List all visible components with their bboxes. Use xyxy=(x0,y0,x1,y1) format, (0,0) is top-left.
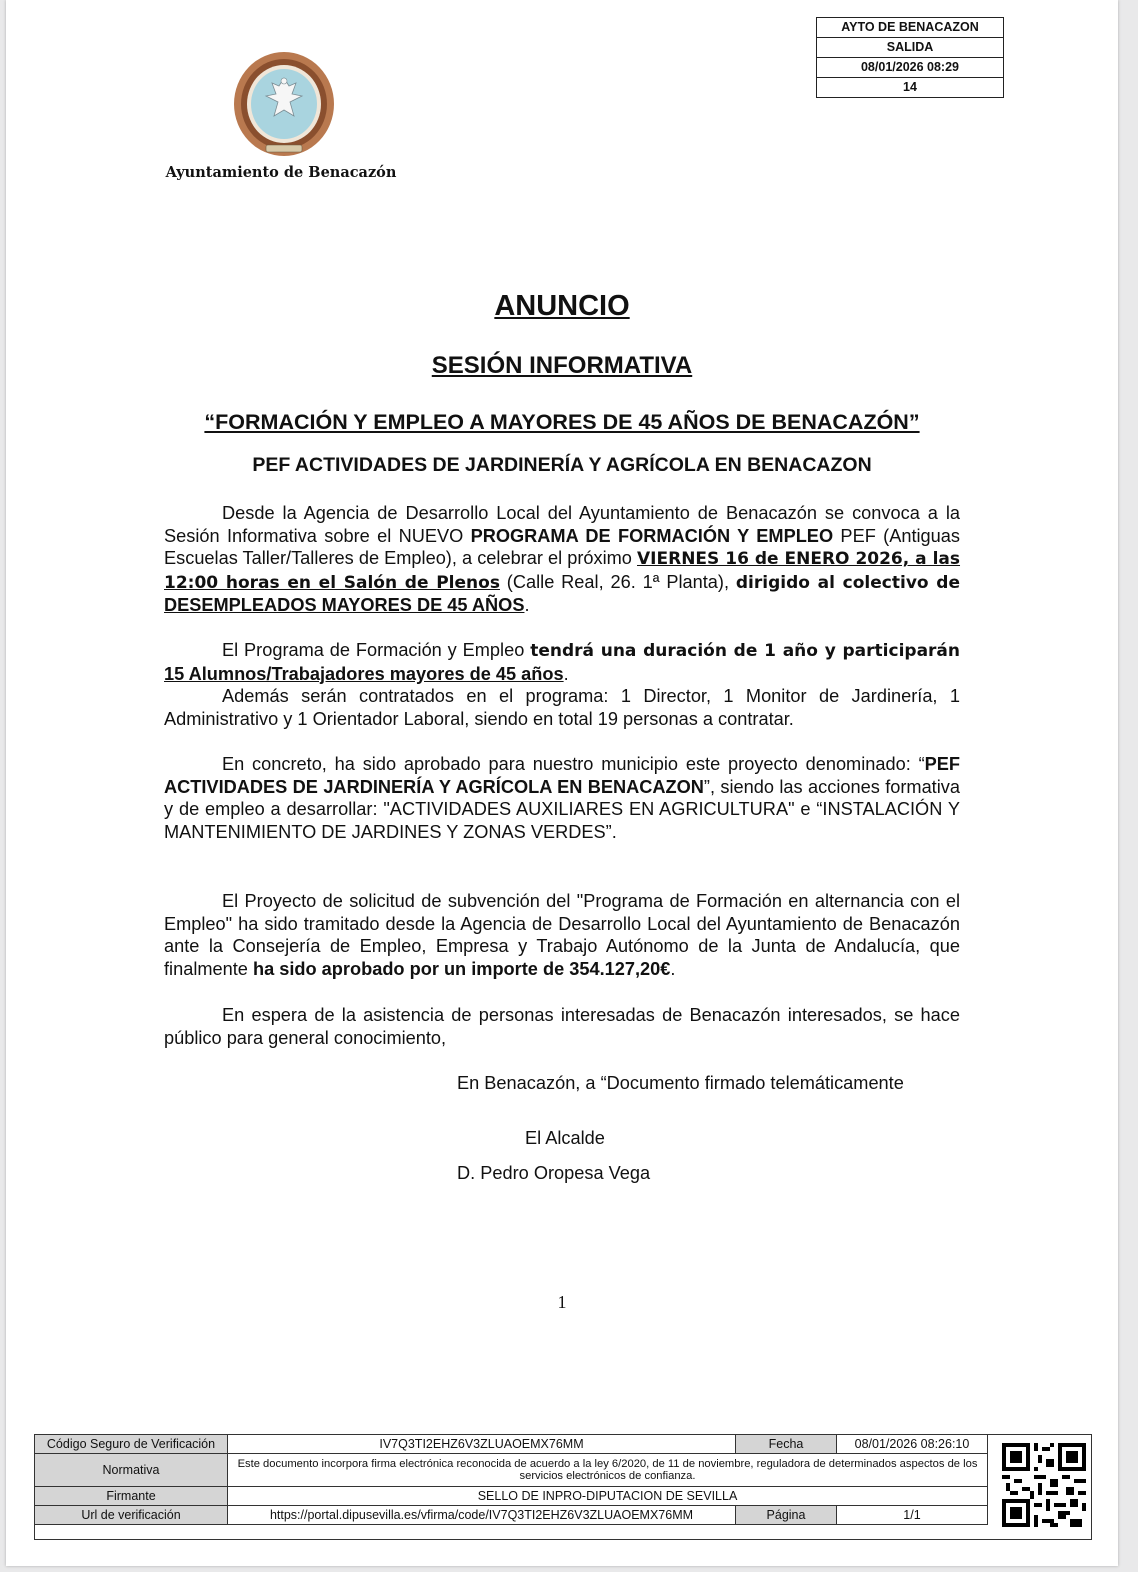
fecha-label: Fecha xyxy=(736,1435,837,1454)
firmante-label: Firmante xyxy=(35,1487,228,1506)
url-value[interactable]: https://portal.dipusevilla.es/vfirma/code/IV7Q3TI2EHZ6V3ZLUAOEMX76MM xyxy=(228,1506,736,1525)
csv-value: IV7Q3TI2EHZ6V3ZLUAOEMX76MM xyxy=(228,1435,736,1454)
p4-text-a: En concreto, ha sido aprobado para nuestro municipio este proyecto denominado: “ xyxy=(222,754,925,774)
document-page xyxy=(6,0,1118,1566)
p6-text: En espera de la asistencia de personas interesadas de Benacazón interesados, se hace público para general conocimiento, xyxy=(164,1005,960,1048)
p1-period: . xyxy=(524,595,530,616)
p1-text-a: Desde la Agencia de Desarrollo Local del Ayuntamiento de Benacazón se convoca a la Sesión Informativa sobre el NUEVO xyxy=(164,503,960,546)
normativa-value: Este documento incorpora firma electrónica reconocida de acuerdo a la ley 6/2020, de 11 de noviembre, reguladora de determinados aspectos de los servicios electrónicos de confianza. xyxy=(228,1454,988,1487)
p2-period: . xyxy=(563,663,569,684)
paragraph-duration xyxy=(164,639,960,730)
signature-name: D. Pedro Oropesa Vega xyxy=(457,1163,651,1183)
paragraph-closing xyxy=(164,1004,960,1049)
registry-stamp xyxy=(816,17,1004,98)
stamp-number: 14 xyxy=(817,78,1004,98)
stamp-type: SALIDA xyxy=(817,38,1004,58)
program-title: “FORMACIÓN Y EMPLEO A MAYORES DE 45 AÑOS DE BENACAZÓN” xyxy=(204,410,920,434)
p1-date-place: VIERNES 16 de ENERO 2026, a las 12:00 horas en el Salón de Plenos xyxy=(164,549,961,593)
p4-text-c: ”, siendo las acciones formativa y de empleo a desarrollar: "ACTIVIDADES AUXILIARES EN AGRICULTURA" e “INSTALACIÓN Y MANTENIMIENTO DE JARDINES Y ZONAS VERDES”. xyxy=(164,776,960,842)
org-name: Ayuntamiento de Benacazón xyxy=(165,164,397,181)
p3-text: Además serán contratados en el programa: 1 Director, 1 Monitor de Jardinería, 1 Administrativo y 1 Orientador Laboral, siendo en total 19 personas a contratar. xyxy=(164,686,960,729)
p2-participants: 15 Alumnos/Trabajadores mayores de 45 años xyxy=(164,663,564,684)
page-number: 1 xyxy=(557,1292,567,1312)
p5-amount: ha sido aprobado por un importe de 354.127,20€ xyxy=(252,958,671,979)
url-label: Url de verificación xyxy=(35,1506,228,1525)
p1-target-group: DESEMPLEADOS MAYORES DE 45 AÑOS xyxy=(164,595,525,616)
p1-program: PROGRAMA DE FORMACIÓN Y EMPLEO xyxy=(470,525,834,546)
paragraph-convocatoria xyxy=(164,502,960,617)
pagina-value: 1/1 xyxy=(837,1506,988,1525)
stamp-datetime: 08/01/2026 08:29 xyxy=(817,58,1004,78)
firmante-value: SELLO DE INPRO-DIPUTACION DE SEVILLA xyxy=(228,1487,988,1506)
p1-target-intro: dirigido al colectivo de xyxy=(735,572,960,593)
p2-duration: tendrá una duración de 1 año y participarán xyxy=(530,641,960,661)
session-title: SESIÓN INFORMATIVA xyxy=(431,352,693,379)
qr-code-icon xyxy=(1002,1442,1086,1528)
p4-project-name: PEF ACTIVIDADES DE JARDINERÍA Y AGRÍCOLA EN BENACAZON xyxy=(164,754,960,797)
p5-text-a: El Proyecto de solicitud de subvención del "Programa de Formación en alternancia con el Empleo" ha sido tramitado desde la Agencia de Desarrollo Local del Ayuntamiento de Benacazón ante la Consejería de Empleo, Empresa y Trabajo Autónomo de la Junta de Andalucía, que finalmente xyxy=(164,891,960,979)
p1-text-c: PEF (Antiguas Escuelas Taller/Talleres de Empleo), a celebrar el próximo xyxy=(164,525,960,569)
csv-label: Código Seguro de Verificación xyxy=(35,1435,228,1454)
pagina-label: Página xyxy=(736,1506,837,1525)
normativa-label: Normativa xyxy=(35,1454,228,1487)
paragraph-subsidy xyxy=(164,890,960,980)
stamp-entity: AYTO DE BENACAZON xyxy=(817,18,1004,38)
project-title: PEF ACTIVIDADES DE JARDINERÍA Y AGRÍCOLA EN BENACAZON xyxy=(252,454,872,476)
paragraph-project xyxy=(164,753,960,843)
verification-table xyxy=(34,1434,988,1525)
p2-text-a: El Programa de Formación y Empleo xyxy=(222,640,531,660)
p5-period: . xyxy=(670,958,676,979)
page-title: ANUNCIO xyxy=(494,290,630,322)
p1-address: (Calle Real, 26. 1ª Planta), xyxy=(499,571,736,592)
fecha-value: 08/01/2026 08:26:10 xyxy=(837,1435,988,1454)
municipal-coat-of-arms-icon xyxy=(232,50,336,162)
signature-place: En Benacazón, a “Documento firmado telemáticamente xyxy=(457,1073,904,1093)
signature-role: El Alcalde xyxy=(525,1128,605,1148)
